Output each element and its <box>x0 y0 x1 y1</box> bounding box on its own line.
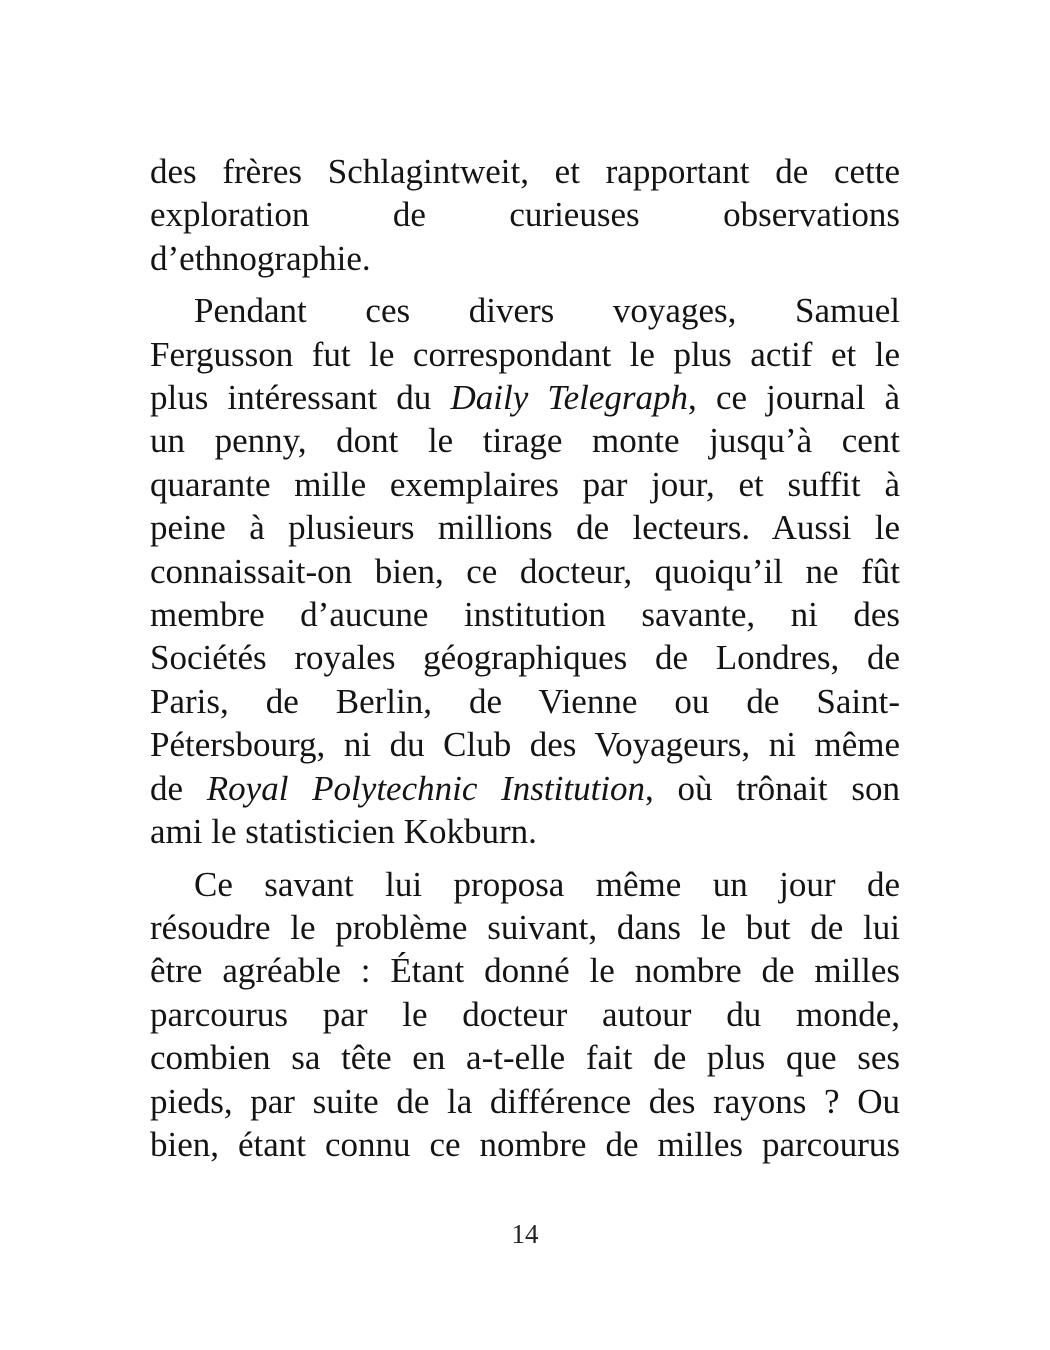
text-line: Paris, de Berlin, de Vienne ou de Saint- <box>150 681 900 721</box>
text-line <box>150 376 900 419</box>
text-line: exploration de curieuses observations <box>150 195 900 235</box>
text-line: résoudre le problème suivant, dans le but de lui <box>150 907 900 947</box>
text-segment: de <box>150 768 207 808</box>
text-line: bien, étant connu ce nombre de milles parcourus <box>150 1124 900 1164</box>
page-number: 14 <box>511 1219 539 1249</box>
paragraph-2 <box>150 289 900 853</box>
text-line: ami le statisticien Kokburn. <box>150 812 537 852</box>
text-line: pieds, par suite de la différence des rayons ? Ou <box>150 1081 900 1121</box>
institution-title: Royal Polytechnic Institution <box>206 768 646 808</box>
text-segment: , ce journal à <box>688 378 900 418</box>
text-line <box>150 767 900 810</box>
paragraph-1 <box>150 150 900 280</box>
text-line: parcourus par le docteur autour du monde, <box>150 994 900 1034</box>
newspaper-title: Daily Telegraph <box>450 378 689 418</box>
text-line: peine à plusieurs millions de lecteurs. Aussi le <box>150 508 900 548</box>
text-line: Pétersbourg, ni du Club des Voyageurs, ni même <box>150 725 900 765</box>
text-line: un penny, dont le tirage monte jusqu’à cent <box>150 421 900 461</box>
text-line: quarante mille exemplaires par jour, et suffit à <box>150 464 900 504</box>
text-line: combien sa tête en a-t-elle fait de plus que ses <box>150 1038 900 1078</box>
text-segment: , où trônait son <box>645 768 901 808</box>
text-line: Ce savant lui proposa même un jour de <box>194 864 900 904</box>
paragraph-3 <box>150 863 900 1167</box>
text-line: connaissait-on bien, ce docteur, quoiqu’il ne fût <box>150 551 900 591</box>
text-line: d’ethnographie. <box>150 238 371 278</box>
text-line: membre d’aucune institution savante, ni des <box>150 595 900 635</box>
text-line: des frères Schlagintweit, et rapportant de cette <box>150 152 900 191</box>
text-line: être agréable : Étant donné le nombre de milles <box>150 951 900 991</box>
text-line: Sociétés royales géographiques de Londres, de <box>150 638 900 678</box>
text-line: Fergusson fut le correspondant le plus actif et le <box>150 334 900 374</box>
text-segment: plus intéressant du <box>150 378 451 418</box>
text-line: Pendant ces divers voyages, Samuel <box>194 291 900 331</box>
page-body <box>150 150 900 1175</box>
